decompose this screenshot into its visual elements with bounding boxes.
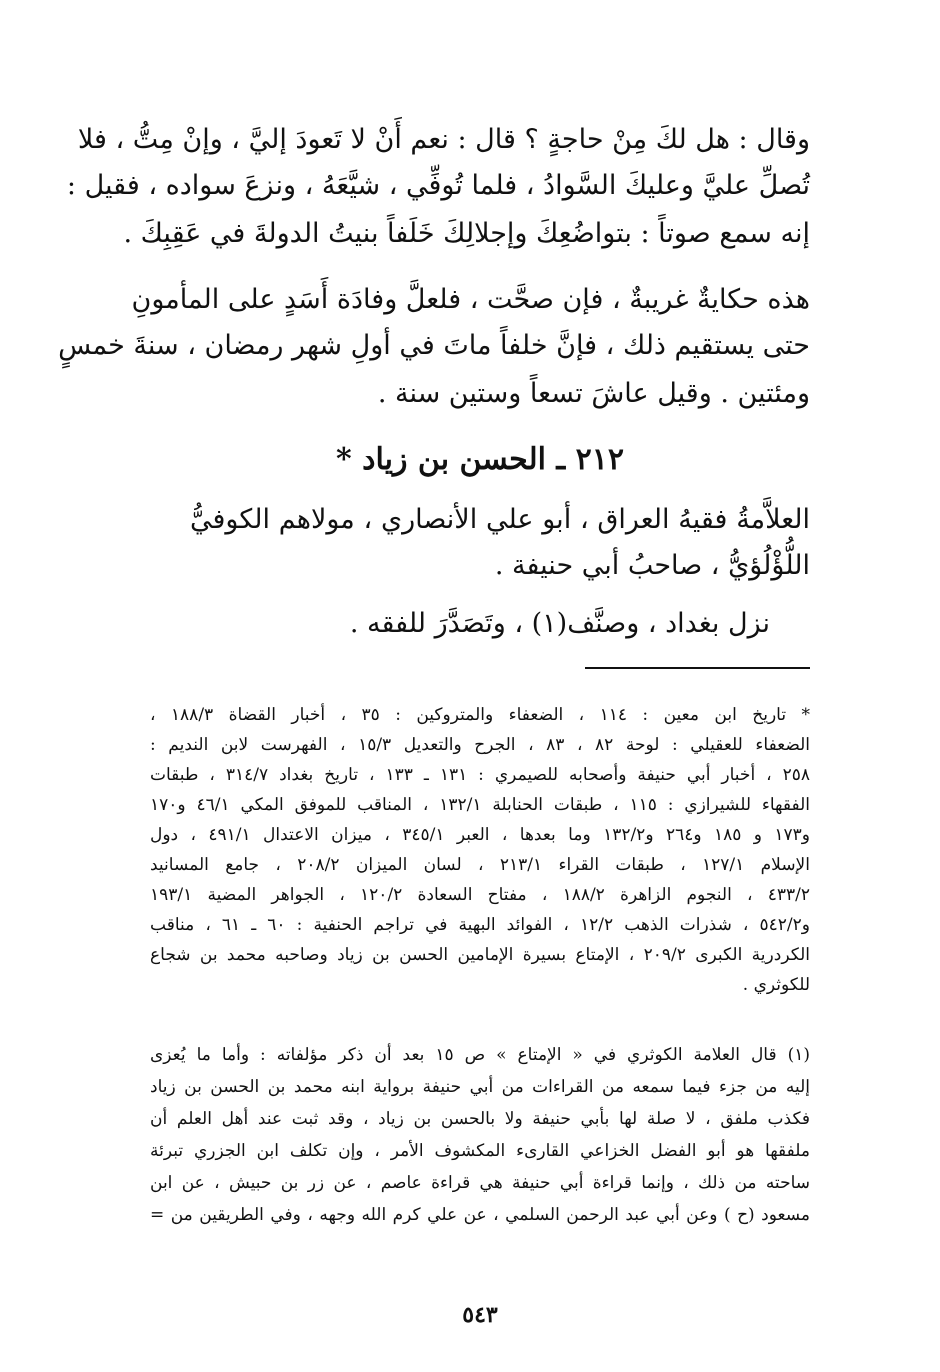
footnote-line: ٢٥٨ ، أخبار أبي حنيفة وأصحابه للصيمري : ١٣١ ـ ١٣٣ ، تاريخ بغداد ٣١٤/٧ ، طبقات	[150, 765, 810, 785]
footnote-line: الكردرية الكبرى ٢٠٩/٢ ، الإمتاع بسيرة الإمامين الحسن بن زياد وصاحبه محمد بن شجاع	[150, 945, 810, 965]
body-line: إنه سمع صوتاً : بتواضُعِكَ وإجلالِكَ خَلَفاً بنيتُ الدولةَ في عَقِبِكَ .	[123, 218, 810, 249]
footnote-line: * تاريخ ابن معين : ١١٤ ، الضعفاء والمتروكين : ٣٥ ، أخبار القضاة ١٨٨/٣ ،	[150, 705, 810, 725]
footnote-line: ملفقها هو أبو الفضل الخزاعي القارىء المكشوف الأمر ، وإن تكلف ابن الجزري تبرئة	[150, 1141, 810, 1161]
footnote-line: ساحته من ذلك ، وإنما قراءة أبي حنيفة هي قراءة عاصم ، عن زر بن حبيش ، عن ابن	[150, 1173, 810, 1193]
body-line: حتى يستقيم ذلك ، فإنَّ خلفاً ماتَ في أولِ شهر رمضان ، سنةَ خمسٍ	[58, 330, 810, 361]
page-number: ٥٤٣	[462, 1302, 498, 1328]
body-line: تُصلِّ عليَّ وعليكَ السَّوادُ ، فلما تُوفِّي ، شيَّعَهُ ، ونزعَ سواده ، فقيل :	[66, 170, 810, 201]
footnote-line: الضعفاء للعقيلي : لوحة ٨٢ ، ٨٣ ، الجرح والتعديل ١٥/٣ ، الفهرست لابن النديم :	[150, 735, 811, 755]
footnote-separator	[585, 667, 810, 669]
footnote-line: و٥٤٢/٢ ، شذرات الذهب ١٢/٢ ، الفوائد البهية في تراجم الحنفية : ٦٠ ـ ٦١ ، مناقب	[150, 915, 810, 935]
body-line: ومئتين . وقيل عاشَ تسعاً وستين سنة .	[377, 378, 810, 409]
footnote-line: الفقهاء للشيرازي : ١١٥ ، طبقات الحنابلة ١٣٢/١ ، المناقب للموفق المكي ٤٦/١ و١٧٠	[150, 795, 810, 815]
footnote-line: إليه من جزء فيما سمعه من القراءات من أبي حنيفة برواية ابنه محمد بن الحسن بن زياد	[150, 1077, 810, 1097]
footnote-line: و١٧٣ و ١٨٥ و٢٦٤ و١٣٢/٢ وما بعدها ، العبر ٣٤٥/١ ، ميزان الاعتدال ٤٩١/١ ، دول	[150, 825, 810, 845]
bio-line: نزل بغداد ، وصنَّف(١) ، وتَصَدَّرَ للفقه .	[349, 608, 770, 639]
body-line: وقال : هل لكَ مِنْ حاجةٍ ؟ قال : نعم أَنْ لا تَعودَ إليَّ ، وإنْ مِتُّ ، فلا	[77, 124, 810, 155]
entry-heading: ٢١٢ ـ الحسن بن زياد *	[335, 442, 624, 477]
footnote-line: فكذب ملفق ، لا صلة لها بأبي حنيفة ولا بالحسن بن زياد ، وقد ثبت عند أهل العلم أن	[150, 1109, 810, 1129]
body-line: هذه حكايةٌ غريبةٌ ، فإن صحَّت ، فلعلَّ وفادَة أَسَدٍ على المأمونِ	[131, 284, 810, 315]
bio-line: العلاَّمةُ فقيهُ العراق ، أبو علي الأنصاري ، مولاهم الكوفيُّ	[190, 504, 810, 535]
footnote-line: للكوثري .	[742, 975, 810, 995]
footnote-line: مسعود (ح ) وعن أبي عبد الرحمن السلمي ، عن علي كرم الله وجهه ، وفي الطريقين من =	[150, 1205, 810, 1225]
footnote-line: الإسلام ١٢٧/١ ، طبقات القراء ٢١٣/١ ، لسان الميزان ٢٠٨/٢ ، جامع المسانيد	[150, 855, 810, 875]
footnote-line: (١) قال العلامة الكوثري في « الإمتاع » ص ١٥ بعد أن ذكر مؤلفاته : وأما ما يُعزى	[150, 1045, 810, 1065]
bio-line: اللُّؤْلُؤيُّ ، صاحبُ أبي حنيفة .	[494, 550, 810, 581]
footnote-line: ٤٣٣/٢ ، النجوم الزاهرة ١٨٨/٢ ، مفتاح السعادة ١٢٠/٢ ، الجواهر المضية ١٩٣/١	[150, 885, 810, 905]
